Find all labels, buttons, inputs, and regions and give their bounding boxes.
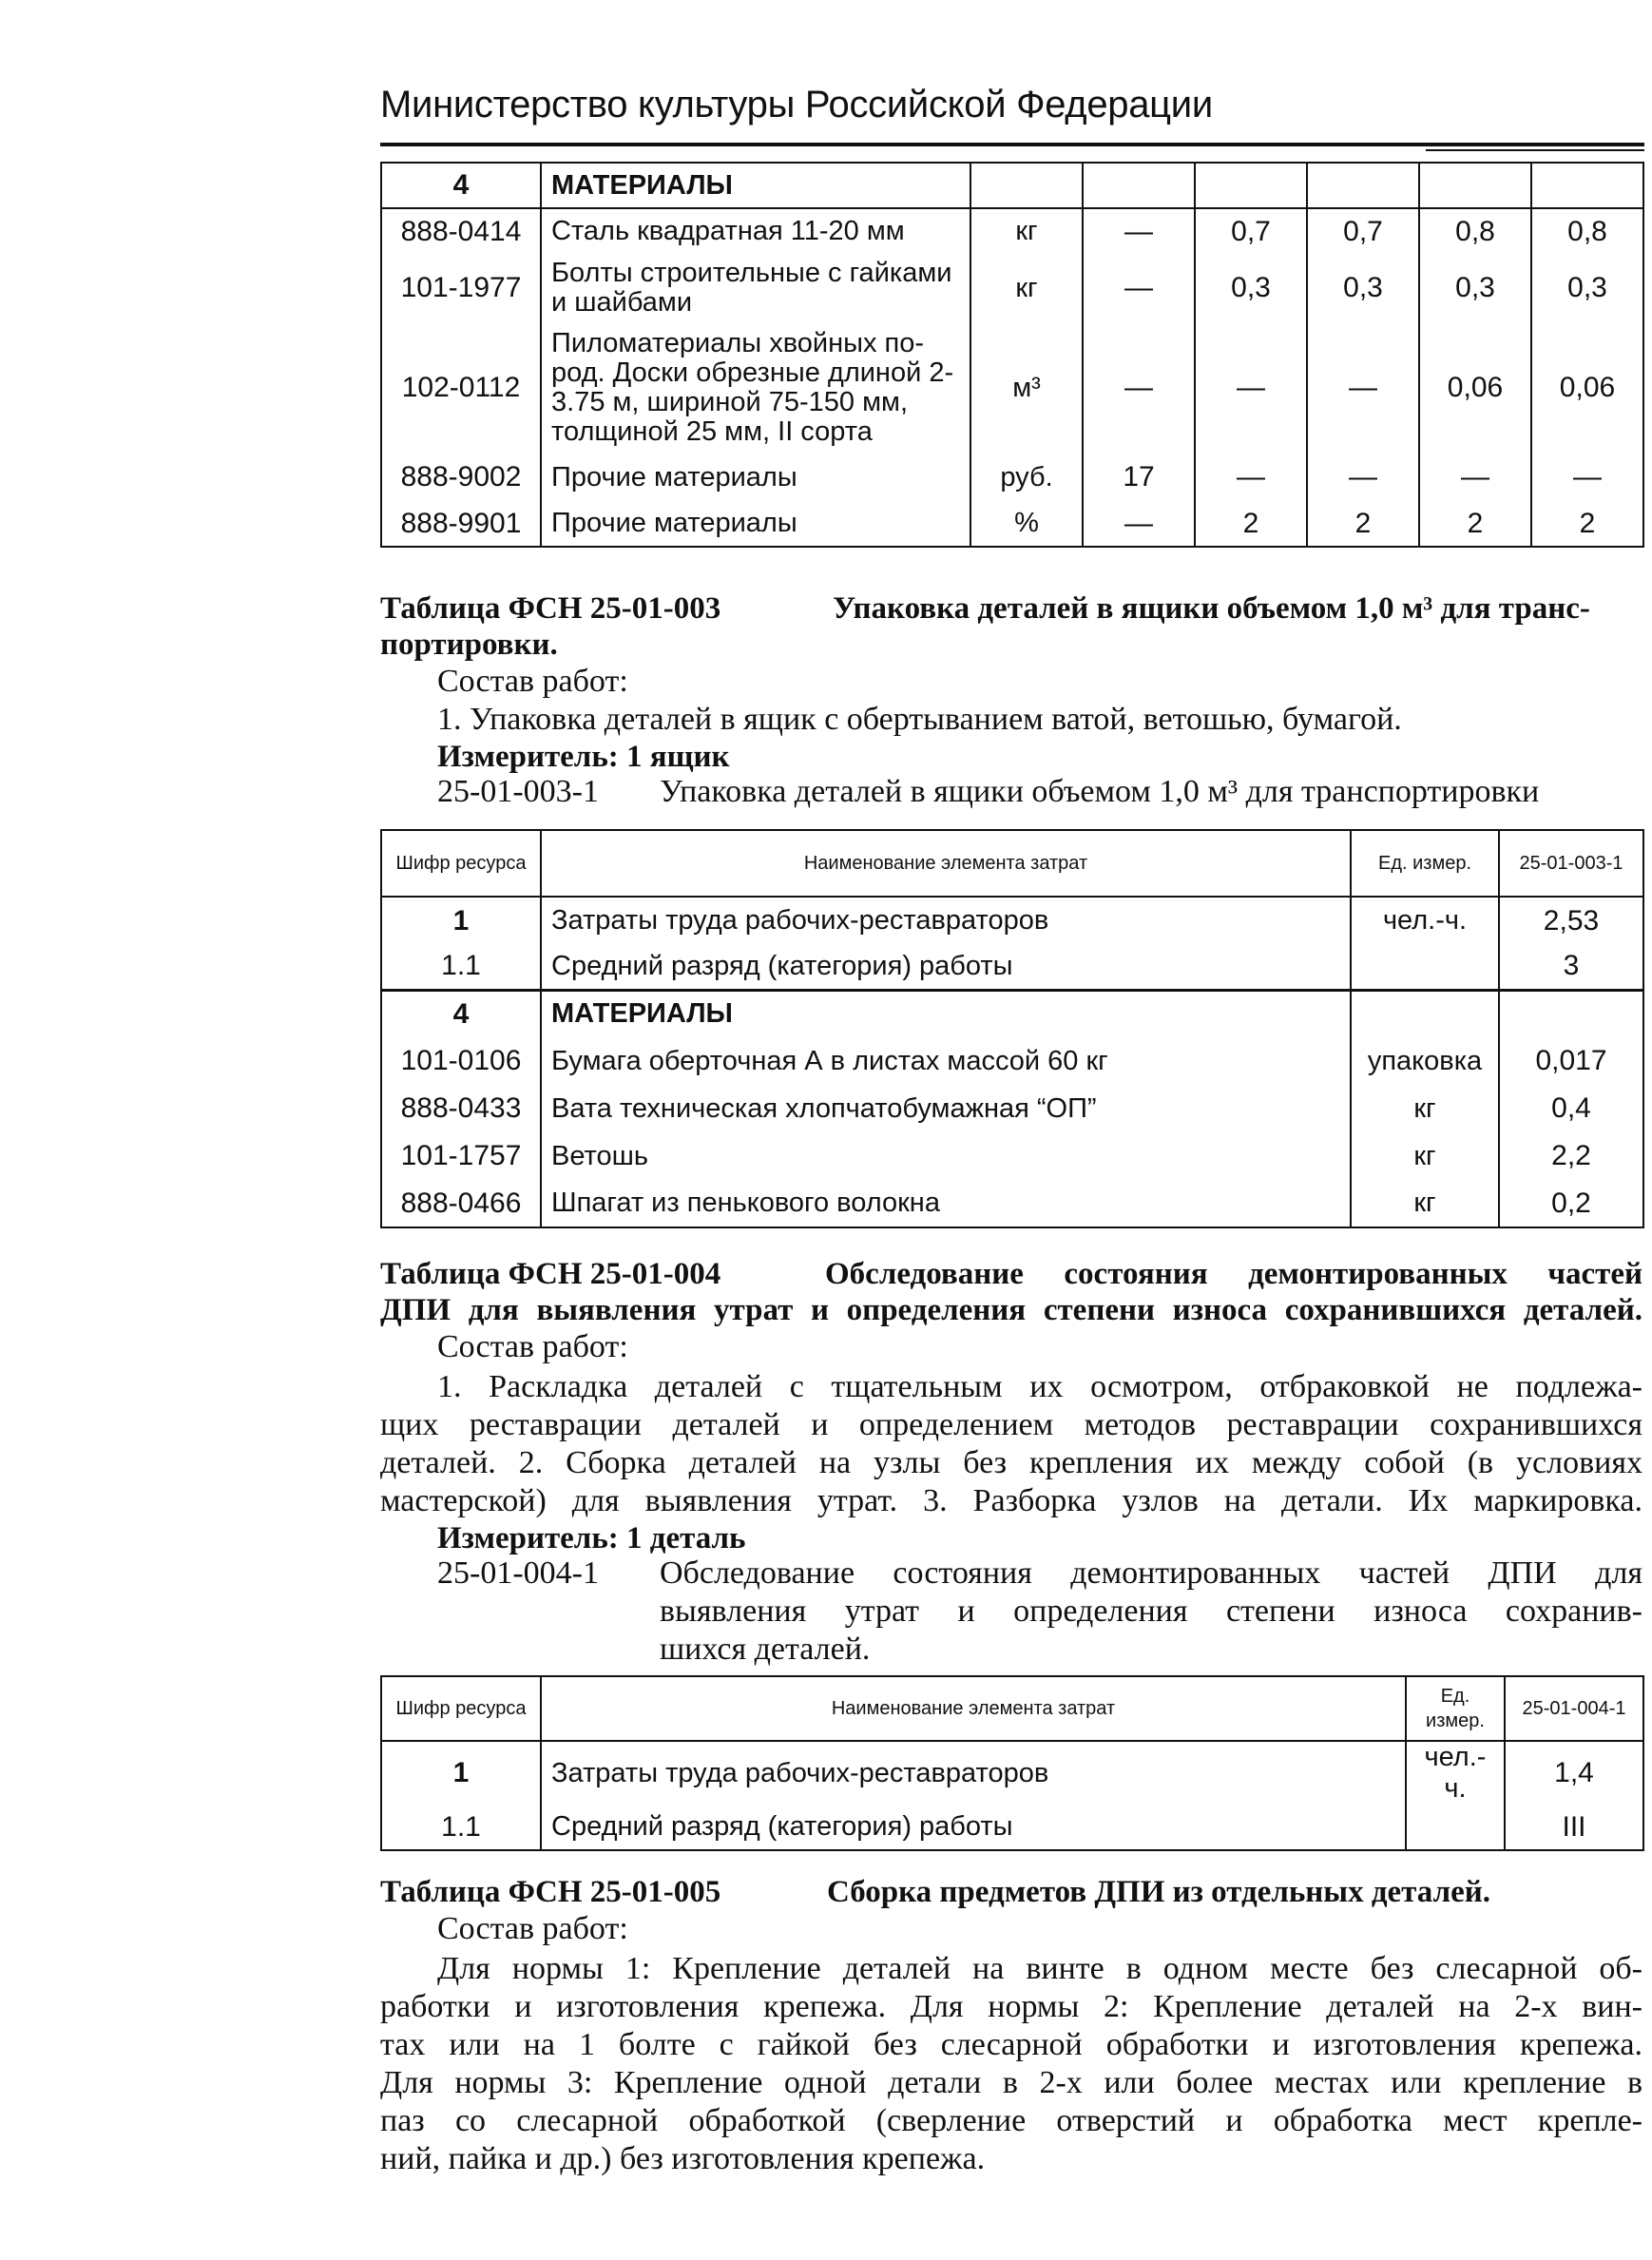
element-name: Шпагат из пенькового волокна <box>541 1180 1351 1227</box>
composition-line: Для нормы 1: Крепление деталей на винте в одном месте без слесарной об- <box>437 1951 1642 1986</box>
value-cell: — <box>1419 454 1531 501</box>
unit-cell <box>1351 944 1499 990</box>
resource-code: 888-9901 <box>381 501 541 547</box>
unit-cell: кг <box>1351 1085 1499 1132</box>
resource-code: 888-0466 <box>381 1180 541 1227</box>
element-name: Бумага оберточная А в листах массой 60 кг <box>541 1037 1351 1085</box>
table-row <box>381 944 1643 990</box>
section-title-cont: ДПИ для выявления утрат и определения степени износа сохранившихся деталей. <box>380 1293 1642 1327</box>
value-cell <box>1499 990 1643 1037</box>
value-cell: 0,8 <box>1531 208 1643 254</box>
resource-code: 101-0106 <box>381 1037 541 1085</box>
value-cell: 2 <box>1195 501 1307 547</box>
value-cell: — <box>1083 208 1195 254</box>
meter-label: Измеритель: 1 деталь <box>437 1521 746 1555</box>
table-label: Таблица ФСН 25-01-004 <box>380 1257 721 1291</box>
resources-table-004 <box>380 1675 1644 1851</box>
header-norm: 25-01-003-1 <box>1499 830 1643 897</box>
element-name: Прочие материалы <box>541 501 970 547</box>
table-row <box>381 208 1643 254</box>
resource-code: 102-0112 <box>381 322 541 454</box>
value-cell: — <box>1307 322 1419 454</box>
table-label: Таблица ФСН 25-01-005 <box>380 1875 721 1909</box>
header-rule-thin <box>1426 149 1644 151</box>
section-title: Обследование состояния демонтированных частей <box>825 1257 1642 1291</box>
element-name: Средний разряд (категория) работы <box>541 944 1351 990</box>
resource-code: 101-1977 <box>381 254 541 322</box>
composition-label: Состав работ: <box>437 664 628 699</box>
table-row <box>381 897 1643 944</box>
value-cell: 2 <box>1531 501 1643 547</box>
element-name: Пиломатериалы хвойных по-род. Доски обрезные длиной 2-3.75 м, шириной 75-150 мм, толщиной 25 мм, II сорта <box>541 322 970 454</box>
value-cell: 0,06 <box>1419 322 1531 454</box>
value-cell: — <box>1307 454 1419 501</box>
table-row <box>381 990 1643 1037</box>
norm-code: 25-01-003-1 <box>437 774 599 809</box>
table-row <box>381 322 1643 454</box>
norm-name-line: шихся деталей. <box>660 1632 871 1667</box>
value-cell: 2,53 <box>1499 897 1643 944</box>
header-code: Шифр ресурса <box>381 830 541 897</box>
table-row <box>381 501 1643 547</box>
table-header-row <box>381 830 1643 897</box>
composition-line: деталей. 2. Сборка деталей на узлы без крепления их между собой (в условиях <box>380 1445 1642 1480</box>
table-row <box>381 254 1643 322</box>
value-cell: — <box>1083 501 1195 547</box>
value-cell: III <box>1505 1805 1643 1850</box>
value-cell: 1,4 <box>1505 1741 1643 1805</box>
value-cell: 0,7 <box>1195 208 1307 254</box>
value-cell: 2 <box>1419 501 1531 547</box>
resource-code: 888-9002 <box>381 454 541 501</box>
value-cell: 3 <box>1499 944 1643 990</box>
unit-cell: кг <box>1351 1180 1499 1227</box>
resource-code: 888-0433 <box>381 1085 541 1132</box>
resource-code: 1.1 <box>381 944 541 990</box>
value-cell: 0,06 <box>1531 322 1643 454</box>
section-title-cont: портировки. <box>380 628 558 662</box>
table-header-row <box>381 1676 1643 1741</box>
value-cell: 17 <box>1083 454 1195 501</box>
header-name: Наименование элемента затрат <box>541 830 1351 897</box>
value-cell: 0,4 <box>1499 1085 1643 1132</box>
unit-cell: упаковка <box>1351 1037 1499 1085</box>
element-name: Затраты труда рабочих-реставраторов <box>541 1741 1406 1805</box>
running-header: Министерство культуры Российской Федерации <box>380 84 1213 126</box>
unit-cell: м³ <box>970 322 1083 454</box>
resource-code: 1.1 <box>381 1805 541 1850</box>
composition-line: мастерской) для выявления утрат. 3. Разборка узлов на детали. Их маркировка. <box>380 1483 1642 1518</box>
unit-cell <box>1351 990 1499 1037</box>
value-cell: — <box>1195 322 1307 454</box>
element-name: Средний разряд (категория) работы <box>541 1805 1406 1850</box>
value-cell: 2 <box>1307 501 1419 547</box>
norm-name: Упаковка деталей в ящики объемом 1,0 м³ для транспортировки <box>660 774 1540 809</box>
header-unit: Ед. измер. <box>1351 830 1499 897</box>
unit-cell: руб. <box>970 454 1083 501</box>
value-cell: 0,3 <box>1531 254 1643 322</box>
resource-code: 1 <box>381 1741 541 1805</box>
element-name: Прочие материалы <box>541 454 970 501</box>
table-row <box>381 454 1643 501</box>
composition-line: паз со слесарной обработкой (сверление отверстий и обработка мест крепле- <box>380 2103 1642 2138</box>
norm-code: 25-01-004-1 <box>437 1555 599 1591</box>
value-cell: — <box>1195 454 1307 501</box>
element-name: Сталь квадратная 11-20 мм <box>541 208 970 254</box>
resource-code: 4 <box>381 163 541 208</box>
element-name: МАТЕРИАЛЫ <box>541 163 970 208</box>
table-row <box>381 1805 1643 1850</box>
section-title: Упаковка деталей в ящики объемом 1,0 м³ для транс- <box>833 591 1590 626</box>
value-cell: 0,017 <box>1499 1037 1643 1085</box>
composition-line: 1. Раскладка деталей с тщательным их осмотром, отбраковкой не подлежа- <box>437 1369 1642 1404</box>
value-cell: 0,3 <box>1195 254 1307 322</box>
value-cell: — <box>1531 454 1643 501</box>
composition-line: ний, пайка и др.) без изготовления крепежа. <box>380 2141 986 2176</box>
unit-cell: чел.-ч. <box>1406 1741 1505 1805</box>
norm-name-line: Обследование состояния демонтированных частей ДПИ для <box>660 1555 1642 1591</box>
element-name: МАТЕРИАЛЫ <box>541 990 1351 1037</box>
element-name: Болты строительные с гайками и шайбами <box>541 254 970 322</box>
value-cell: 0,3 <box>1307 254 1419 322</box>
resource-code: 101-1757 <box>381 1132 541 1180</box>
table-row <box>381 163 1643 208</box>
value-cell: 0,7 <box>1307 208 1419 254</box>
element-name: Ветошь <box>541 1132 1351 1180</box>
value-cell: 2,2 <box>1499 1132 1643 1180</box>
composition-line: Для нормы 3: Крепление одной детали в 2-х или более местах или крепление в <box>380 2065 1642 2100</box>
composition-line: работки и изготовления крепежа. Для нормы 2: Крепление деталей на 2-х вин- <box>380 1989 1642 2024</box>
section-title: Сборка предметов ДПИ из отдельных деталей. <box>827 1875 1490 1909</box>
composition-label: Состав работ: <box>437 1911 628 1946</box>
header-name: Наименование элемента затрат <box>541 1676 1406 1741</box>
table-row <box>381 1132 1643 1180</box>
value-cell: 0,3 <box>1419 254 1531 322</box>
meter-label: Измеритель: 1 ящик <box>437 740 730 774</box>
resource-code: 4 <box>381 990 541 1037</box>
table-row <box>381 1180 1643 1227</box>
value-cell: 0,8 <box>1419 208 1531 254</box>
value-cell: — <box>1083 322 1195 454</box>
element-name: Вата техническая хлопчатобумажная “ОП” <box>541 1085 1351 1132</box>
header-code: Шифр ресурса <box>381 1676 541 1741</box>
resources-table-003 <box>380 829 1644 1228</box>
resource-code: 1 <box>381 897 541 944</box>
header-unit: Ед. измер. <box>1406 1676 1505 1741</box>
header-norm: 25-01-004-1 <box>1505 1676 1643 1741</box>
value-cell: 0,2 <box>1499 1180 1643 1227</box>
unit-cell: кг <box>1351 1132 1499 1180</box>
unit-cell <box>1406 1805 1505 1850</box>
table-row <box>381 1037 1643 1085</box>
element-name: Затраты труда рабочих-реставраторов <box>541 897 1351 944</box>
value-cell: — <box>1083 254 1195 322</box>
table-label: Таблица ФСН 25-01-003 <box>380 591 721 626</box>
table-row <box>381 1741 1643 1805</box>
table-row <box>381 1085 1643 1132</box>
unit-cell: кг <box>970 254 1083 322</box>
composition-label: Состав работ: <box>437 1329 628 1364</box>
resource-code: 888-0414 <box>381 208 541 254</box>
composition-line: щих реставрации деталей и определением методов реставрации сохранившихся <box>380 1407 1642 1442</box>
materials-table-continued <box>380 162 1644 548</box>
header-rule <box>380 143 1644 146</box>
unit-cell: % <box>970 501 1083 547</box>
norm-name-line: выявления утрат и определения степени износа сохранив- <box>660 1594 1642 1629</box>
composition-text: 1. Упаковка деталей в ящик с обертыванием ватой, ветошью, бумагой. <box>437 702 1402 737</box>
composition-line: тах или на 1 болте с гайкой без слесарной обработки и изготовления крепежа. <box>380 2027 1642 2062</box>
unit-cell: чел.-ч. <box>1351 897 1499 944</box>
unit-cell: кг <box>970 208 1083 254</box>
